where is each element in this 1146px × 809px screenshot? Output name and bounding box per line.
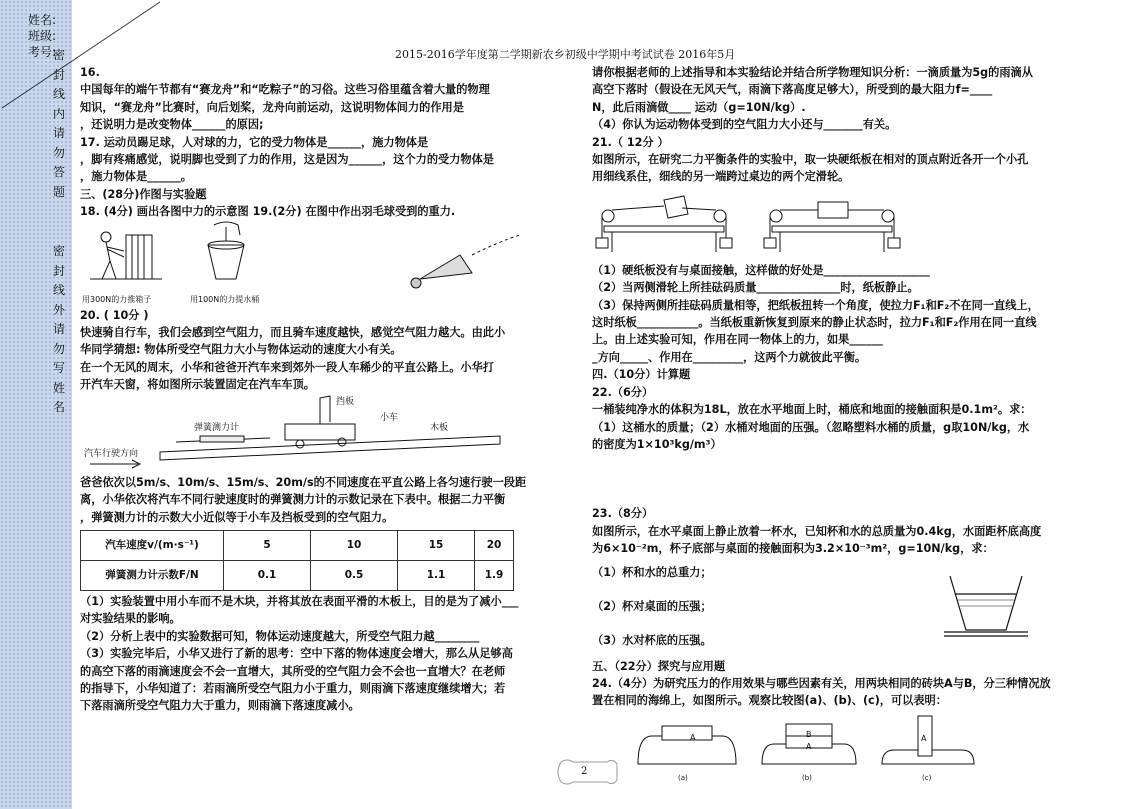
- q21-text: 用细线系住，细线的另一端跨过桌边的两个定滑轮。: [592, 170, 850, 184]
- id-label: 考号:: [28, 45, 57, 59]
- section-5-title: 五、（22分）探究与应用题: [592, 659, 726, 673]
- table-cell: 汽车速度v/(m·s⁻¹): [81, 530, 224, 560]
- q17-text: 17. 运动员踢足球，人对球的力，它的受力物体是______，施力物体是: [80, 135, 429, 149]
- force-diagram-figures: [80, 221, 572, 307]
- label-baffle: 挡板: [336, 396, 355, 407]
- q18-q19-figures: [80, 221, 572, 307]
- label-cart: 小车: [380, 412, 399, 423]
- q20-text: 爸爸依次以5m/s、10m/s、15m/s、20m/s的不同速度在平直公路上各匀速行驶一段距: [80, 475, 527, 489]
- q21-sub3: 上。由上述实验可知，作用在同一物体上的力，如果______: [592, 333, 883, 347]
- q20-text: 开汽车天窗，将如图所示装置固定在汽车车顶。: [80, 378, 315, 392]
- q20-apparatus-figure: [80, 394, 572, 474]
- q18-q19-text: 18. (4分) 画出各图中力的示意图 19.(2分) 在图中作出羽毛球受到的重力.: [80, 205, 456, 219]
- q17-text: ，脚有疼痛感觉，说明脚也受到了力的作用，这是因为______，这个力的受力物体是: [80, 153, 494, 167]
- q23-text: 如图所示，在水平桌面上静止放着一杯水，已知杯和水的总质量为0.4kg，水面距杯底高度: [592, 524, 1042, 538]
- table-cell: 0.5: [311, 560, 398, 590]
- q20-sub3: 的指导下，小华知道了：若雨滴所受空气阻力小于重力，则雨滴下落速度继续增大；若: [80, 681, 506, 695]
- label-car-direction: 汽车行驶方向: [84, 448, 139, 459]
- figure-label-b: (b): [802, 773, 812, 782]
- q21-sub3: （3）保持两侧所挂砝码质量相等，把纸板扭转一个角度，使拉力F₁和F₂不在同一直线上，: [592, 298, 1039, 312]
- label-board: 木板: [430, 422, 449, 433]
- table-cell: 0.1: [224, 560, 311, 590]
- label-spring-scale: 弹簧测力计: [194, 422, 240, 433]
- figure-caption-bucket: 用100N的力提水桶: [190, 294, 260, 304]
- q24-text: 24.（4分）为研究压力的作用效果与哪些因素有关，用两块相同的砖块A与B，分三种情况放: [592, 676, 1051, 690]
- q21-title: 21.（ 12分 ）: [592, 135, 669, 149]
- speed-force-table: [80, 530, 514, 591]
- q23-sub3: （3）水对杯底的压强。: [592, 633, 712, 647]
- figure-label-a: (a): [678, 773, 688, 782]
- q17-text: ，施力物体是______。: [80, 170, 192, 184]
- table-cell: 10: [311, 530, 398, 560]
- table-row: [81, 560, 514, 590]
- brick-a-label: A: [690, 732, 696, 742]
- q20-sub3: 的高空下落的雨滴速度会不会一直增大，其所受的空气阻力会不会也一直增大？在老师: [80, 664, 506, 678]
- q20-text: 在一个无风的周末，小华和爸爸开汽车来到郊外一段人车稀少的平直公路上。小华打: [80, 360, 494, 374]
- q22-text: 一桶装纯净水的体积为18L，放在水平地面上时，桶底和地面的接触面积是0.1m²。求：: [592, 403, 1032, 417]
- table-cell: 5: [224, 530, 311, 560]
- q20-text: 快速骑自行车，我们会感到空气阻力，而且骑车速度越快，感觉空气阻力越大。由此小: [80, 326, 506, 340]
- brick-b-label: B: [806, 729, 812, 739]
- q23-text: 为6×10⁻²m，杯子底部与桌面的接触面积为3.2×10⁻³m²，g=10N/kg，求：: [592, 542, 994, 556]
- exam-header: 2015-2016学年度第二学期新农乡初级中学期中考试试卷 2016年5月: [395, 48, 736, 61]
- q23-title: 23.（8分）: [592, 507, 654, 521]
- q16-text: 知识，“赛龙舟”比赛时，向后划桨，龙舟向前运动，这说明物体间力的作用是: [80, 100, 464, 114]
- name-label: 姓名:: [28, 13, 57, 27]
- cup-of-water-figure: [944, 572, 1028, 648]
- q20-title: 20. ( 10分 ): [80, 308, 149, 322]
- table-cell: 弹簧测力计示数F/N: [81, 560, 224, 590]
- left-column: [80, 64, 572, 715]
- q20-text: 华同学猜想: 物体所受空气阻力大小与物体运动的速度大小有关。: [80, 343, 402, 357]
- q21-sub2: （2）当两侧滑轮上所挂砝码质量_______________时，纸板静止。: [592, 281, 919, 295]
- table-cell: 1.9: [475, 560, 514, 590]
- q21-sub3: _方向_____、作用在_________，这两个力就彼此平衡。: [592, 350, 867, 364]
- seal-warning-bottom: 密 封 线 外 请 勿 写 姓 名: [52, 244, 65, 414]
- class-label: 班级:: [28, 29, 57, 43]
- q20-sub1: （1）实验装置中用小车而不是木块，并将其放在表面平滑的木板上，目的是为了减小___: [80, 594, 519, 608]
- section-4-title: 四.（10分）计算题: [592, 368, 691, 382]
- q20-text: ，弹簧测力计的示数大小近似等于小车及挡板受到的空气阻力。: [80, 510, 394, 524]
- q22-title: 22.（6分）: [592, 385, 654, 399]
- page-number: 2: [581, 766, 588, 777]
- table-cell: 15: [398, 530, 475, 560]
- table-cell: 20: [475, 530, 514, 560]
- q24-figures: [592, 710, 1097, 786]
- q20-sub3: 下落雨滴所受空气阻力大于重力，则雨滴下落速度减小。: [80, 699, 360, 713]
- q23-sub2: （2）杯对桌面的压强；: [592, 599, 712, 613]
- seal-warning-top: 密 封 线 内 请 勿 答 题: [52, 48, 65, 199]
- q20-continued: 高空下落时（假设在无风天气，雨滴下落高度足够大），所受到的最大阻力f=____: [592, 83, 993, 97]
- q16-text: ，还说明力是改变物体______的原因;: [80, 118, 264, 132]
- q20-text: 离，小华依次将汽车不同行驶速度时的弹簧测力计的示数记录在下表中。根据二力平衡: [80, 493, 506, 507]
- figure-label-c: (c): [922, 773, 932, 782]
- table-cell: 1.1: [398, 560, 475, 590]
- right-column: [592, 64, 1097, 786]
- section-3-title: 三、(28分)作图与实验题: [80, 187, 207, 201]
- q21-pulley-figure: [592, 186, 1097, 262]
- q21-sub3: 这时纸板___________。当纸板重新恢复到原来的静止状态时，拉力F₁和F₂作用在同一直线: [592, 316, 1037, 330]
- q21-sub1: （1）硬纸板没有与桌面接触，这样做的好处是___________________: [592, 263, 930, 277]
- q20-continued: 请你根据老师的上述指导和本实验结论并结合所学物理知识分析：一滴质量为5g的雨滴从: [592, 66, 1033, 79]
- q22-text: （1）这桶水的质量；（2）水桶对地面的压强。（忽略塑料水桶的质量，g取10N/kg，水: [592, 420, 1030, 434]
- q20-sub2: （2）分析上表中的实验数据可知，物体运动速度越大，所受空气阻力越________: [80, 629, 480, 643]
- q23-block: [592, 558, 1097, 647]
- q20-sub4: （4）你认为运动物体受到的空气阻力大小还与_______有关。: [592, 118, 897, 132]
- brick-a-label: A: [806, 741, 812, 751]
- q24-text: 置在相同的海绵上，如图所示。观察比较图(a)、(b)、(c)，可以表明：: [592, 694, 947, 708]
- q20-sub3: （3）实验完毕后，小华又进行了新的思考：空中下落的物体速度会增大，那么从足够高: [80, 647, 513, 661]
- brick-a-label: A: [921, 733, 927, 743]
- figure-caption-push: 用300N的力推箱子: [82, 294, 152, 304]
- table-row: [81, 530, 514, 560]
- page-number-badge: [553, 758, 621, 786]
- q20-continued: N，此后雨滴做____ 运动（g=10N/kg）.: [592, 100, 806, 114]
- q21-text: 如图所示，在研究二力平衡条件的实验中，取一块硬纸板在相对的顶点附近各开一个小孔: [592, 153, 1029, 167]
- q23-sub1: （1）杯和水的总重力；: [592, 565, 712, 579]
- answer-space: [592, 453, 1097, 505]
- q16-text: 中国每年的端午节都有“赛龙舟”和“吃粽子”的习俗。这些习俗里蕴含着大量的物理: [80, 83, 490, 97]
- q16-number: 16.: [80, 66, 100, 79]
- q22-text: 的密度为1×10³kg/m³）: [592, 437, 722, 451]
- q20-sub1: 对实验结果的影响。: [80, 612, 181, 626]
